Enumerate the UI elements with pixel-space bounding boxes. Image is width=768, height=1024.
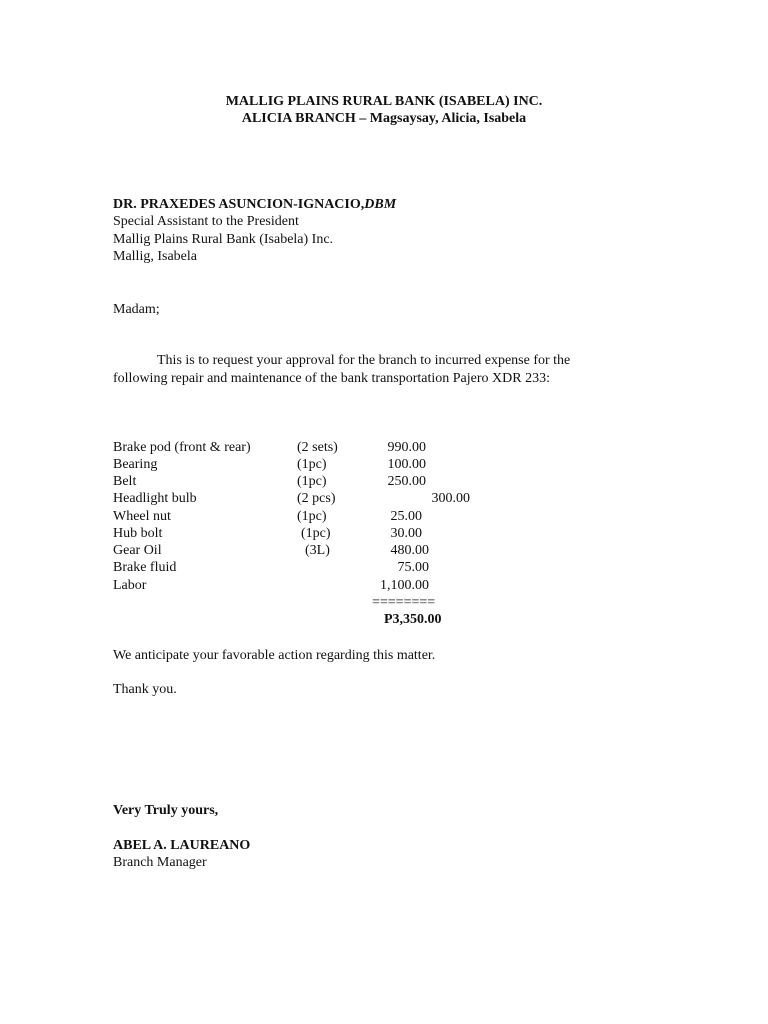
recipient-name <box>113 196 396 213</box>
item-name: Belt <box>113 474 137 489</box>
item-amount: 30.00 <box>390 526 422 541</box>
item-name: Hub bolt <box>113 526 163 541</box>
item-amount: 480.00 <box>390 543 429 558</box>
signoff: Very Truly yours, <box>113 803 219 818</box>
item-qty: (3L) <box>305 543 330 558</box>
item-qty: (2 sets) <box>297 440 338 455</box>
item-amount: 250.00 <box>387 474 426 489</box>
total-amount: P3,350.00 <box>384 612 442 627</box>
recipient-suffix: DBM <box>364 197 397 212</box>
item-name: Bearing <box>113 457 158 472</box>
item-amount: 100.00 <box>387 457 426 472</box>
item-qty: (1pc) <box>297 509 327 524</box>
total-separator: ======== <box>372 595 436 610</box>
item-name: Labor <box>113 578 147 593</box>
item-qty: (1pc) <box>297 474 327 489</box>
recipient-name-text: DR. PRAXEDES ASUNCION-IGNACIO, <box>113 197 365 212</box>
item-name: Brake fluid <box>113 560 177 575</box>
item-amount: 75.00 <box>397 560 429 575</box>
branch-heading: ALICIA BRANCH – Magsaysay, Alicia, Isabela <box>241 111 527 126</box>
item-amount: 25.00 <box>390 509 422 524</box>
recipient-title: Special Assistant to the President <box>113 214 299 229</box>
item-amount: 300.00 <box>431 491 470 506</box>
salutation: Madam; <box>113 302 160 317</box>
signatory-title: Branch Manager <box>113 855 207 870</box>
item-name: Headlight bulb <box>113 491 197 506</box>
recipient-address: Mallig, Isabela <box>113 249 197 264</box>
recipient-org: Mallig Plains Rural Bank (Isabela) Inc. <box>113 232 334 247</box>
item-name: Gear Oil <box>113 543 162 558</box>
item-qty: (1pc) <box>301 526 331 541</box>
signatory-name: ABEL A. LAUREANO <box>113 838 251 853</box>
item-qty: (1pc) <box>297 457 327 472</box>
item-name: Brake pod (front & rear) <box>113 440 251 455</box>
item-amount: 1,100.00 <box>380 578 429 593</box>
item-qty: (2 pcs) <box>297 491 336 506</box>
item-name: Wheel nut <box>113 509 171 524</box>
closing-line: We anticipate your favorable action regarding this matter. <box>113 648 436 663</box>
item-amount: 990.00 <box>387 440 426 455</box>
thank-you: Thank you. <box>113 682 177 697</box>
bank-name-heading: MALLIG PLAINS RURAL BANK (ISABELA) INC. <box>225 94 543 109</box>
body-line-2: following repair and maintenance of the bank transportation Pajero XDR 233: <box>113 371 550 386</box>
body-line-1: This is to request your approval for the branch to incurred expense for the <box>157 353 571 368</box>
